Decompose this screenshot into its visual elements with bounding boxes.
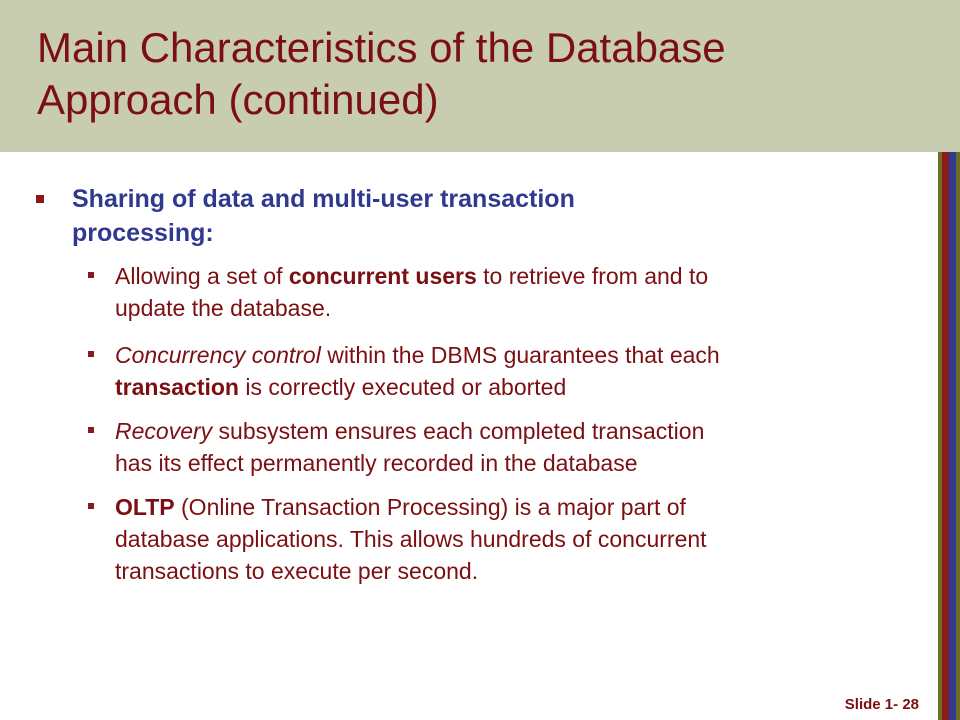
slide-number: Slide 1- 28	[844, 696, 919, 713]
text-run: within the DBMS guarantees that each	[320, 342, 720, 368]
text-run: subsystem ensures each completed transaction	[212, 418, 705, 444]
stripe-olive-right	[956, 152, 960, 720]
text-run: to retrieve from and to	[476, 263, 709, 289]
text-run: (Online Transaction Processing) is a major part of	[174, 494, 686, 520]
slide-title-line-1: Main Characteristics of the Database	[37, 24, 726, 71]
stripe-blue	[949, 152, 956, 720]
square-bullet-icon	[88, 503, 94, 509]
sub-bullet-text	[115, 415, 908, 479]
sub-bullet-text	[115, 491, 908, 587]
square-bullet-icon	[36, 195, 44, 203]
italic-run: Recovery	[115, 418, 213, 444]
side-stripes	[938, 152, 960, 720]
sub-bullet-4	[88, 491, 908, 587]
text-run: update the database.	[115, 295, 332, 321]
bold-run: concurrent users	[288, 263, 477, 289]
bold-run: OLTP	[115, 494, 175, 520]
text-run: transactions to execute per second.	[115, 558, 479, 584]
square-bullet-icon	[88, 351, 94, 357]
sub-bullet-1	[88, 260, 908, 324]
square-bullet-icon	[88, 427, 94, 433]
text-run: database applications. This allows hundreds of concurrent	[115, 526, 707, 552]
main-bullet-line-1: Sharing of data and multi-user transaction	[72, 185, 575, 213]
italic-run: Concurrency control	[115, 342, 321, 368]
main-bullet-text	[72, 182, 896, 250]
sub-bullet-text	[115, 260, 908, 324]
slide-title-line-2: Approach (continued)	[37, 76, 439, 123]
sub-bullet-3	[88, 415, 908, 479]
slide-title	[37, 22, 917, 126]
sub-bullet-text	[115, 339, 908, 403]
stripe-maroon	[942, 152, 949, 720]
bold-run: transaction	[115, 374, 239, 400]
square-bullet-icon	[88, 272, 94, 278]
text-run: is correctly executed or aborted	[238, 374, 567, 400]
sub-bullet-2	[88, 339, 908, 403]
text-run: Allowing a set of	[115, 263, 289, 289]
main-bullet-line-2: processing:	[72, 219, 214, 247]
text-run: has its effect permanently recorded in the database	[115, 450, 638, 476]
main-bullet	[36, 182, 896, 250]
